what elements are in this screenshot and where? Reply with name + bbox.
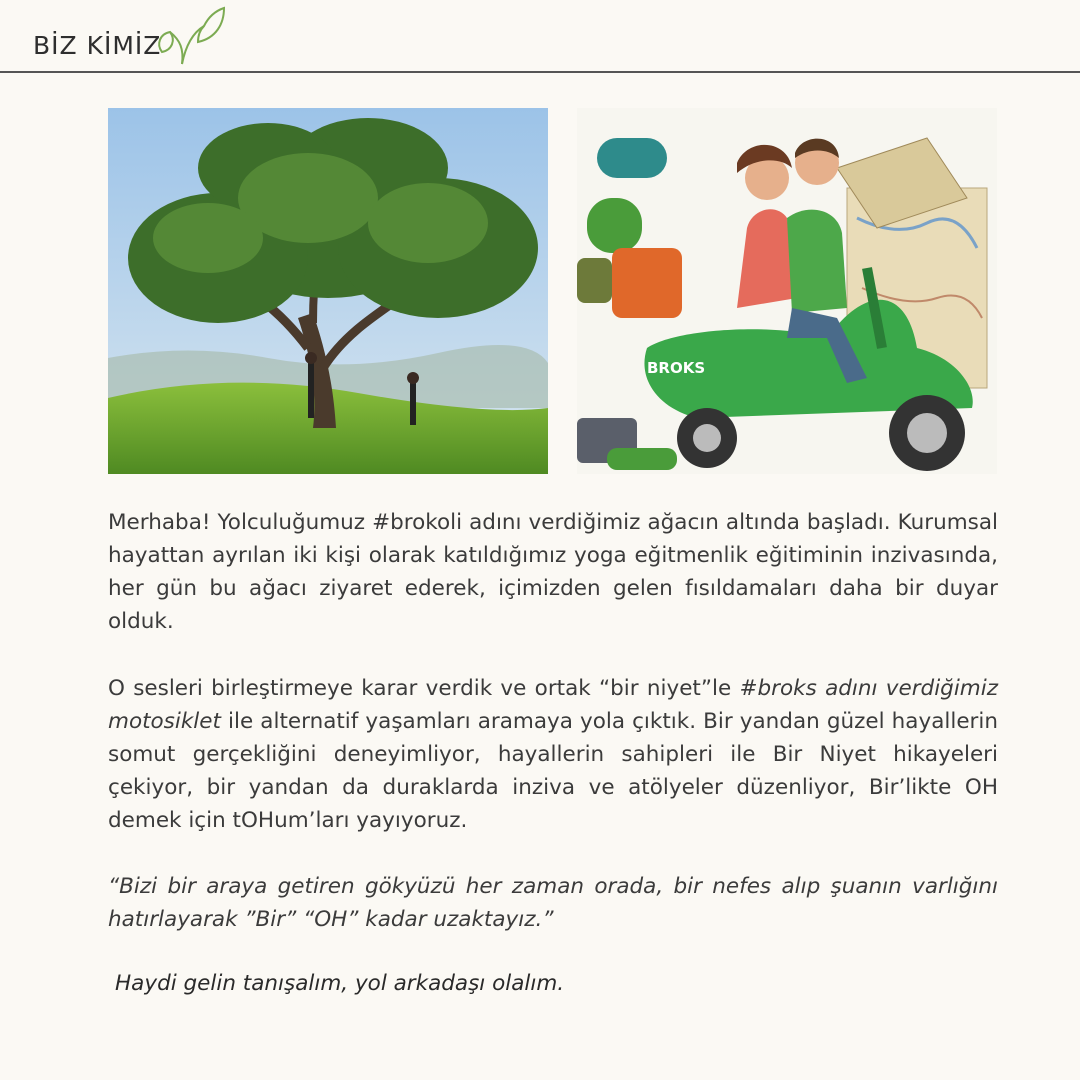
intro-paragraph: Merhaba! Yolculuğumuz #brokoli adını verdiğimiz ağacın altında başladı. Kurumsal hayattan ayrılan iki kişi olarak katıldığımız yoga eğitmenlik eğitiminin inzivasında, her gün bu ağacı ziyaret ederek, içimizden gelen fısıldamaları daha bir duyar olduk.	[108, 510, 998, 634]
closing-line: Haydi gelin tanışalım, yol arkadaşı olalım.	[115, 971, 565, 996]
header-divider	[0, 71, 1080, 73]
header	[0, 0, 1080, 72]
tree-photo	[108, 108, 548, 474]
journey-paragraph-start: O sesleri birleştirmeye karar verdik ve ortak “bir niyet”le	[108, 676, 740, 701]
sprout-icon	[152, 4, 228, 66]
journey-paragraph-end: ile alternatif yaşamları aramaya yola çıktık. Bir yandan güzel hayallerin somut gerçekliğini deneyimliyor, hayallerin sahipleri ile Bir Niyet hikayeleri çekiyor, bir yandan da duraklarda inziva ve atölyeler düzenliyor, Bir’likte OH demek için tOHum’ları yayıyoruz.	[108, 709, 998, 833]
scooter-label: BROKS	[647, 359, 706, 377]
page-title: BİZ KİMİZ	[33, 31, 162, 60]
quote-paragraph: “Bizi bir araya getiren gökyüzü her zaman orada, bir nefes alıp şuanın varlığını hatırlayarak ”Bir” “OH” kadar uzaktayız.”	[108, 874, 998, 932]
journey-paragraph	[108, 672, 998, 837]
journey-paragraph-italic: #broks adını verdiğimiz motosiklet	[108, 676, 998, 734]
scooter-illustration	[577, 108, 997, 474]
